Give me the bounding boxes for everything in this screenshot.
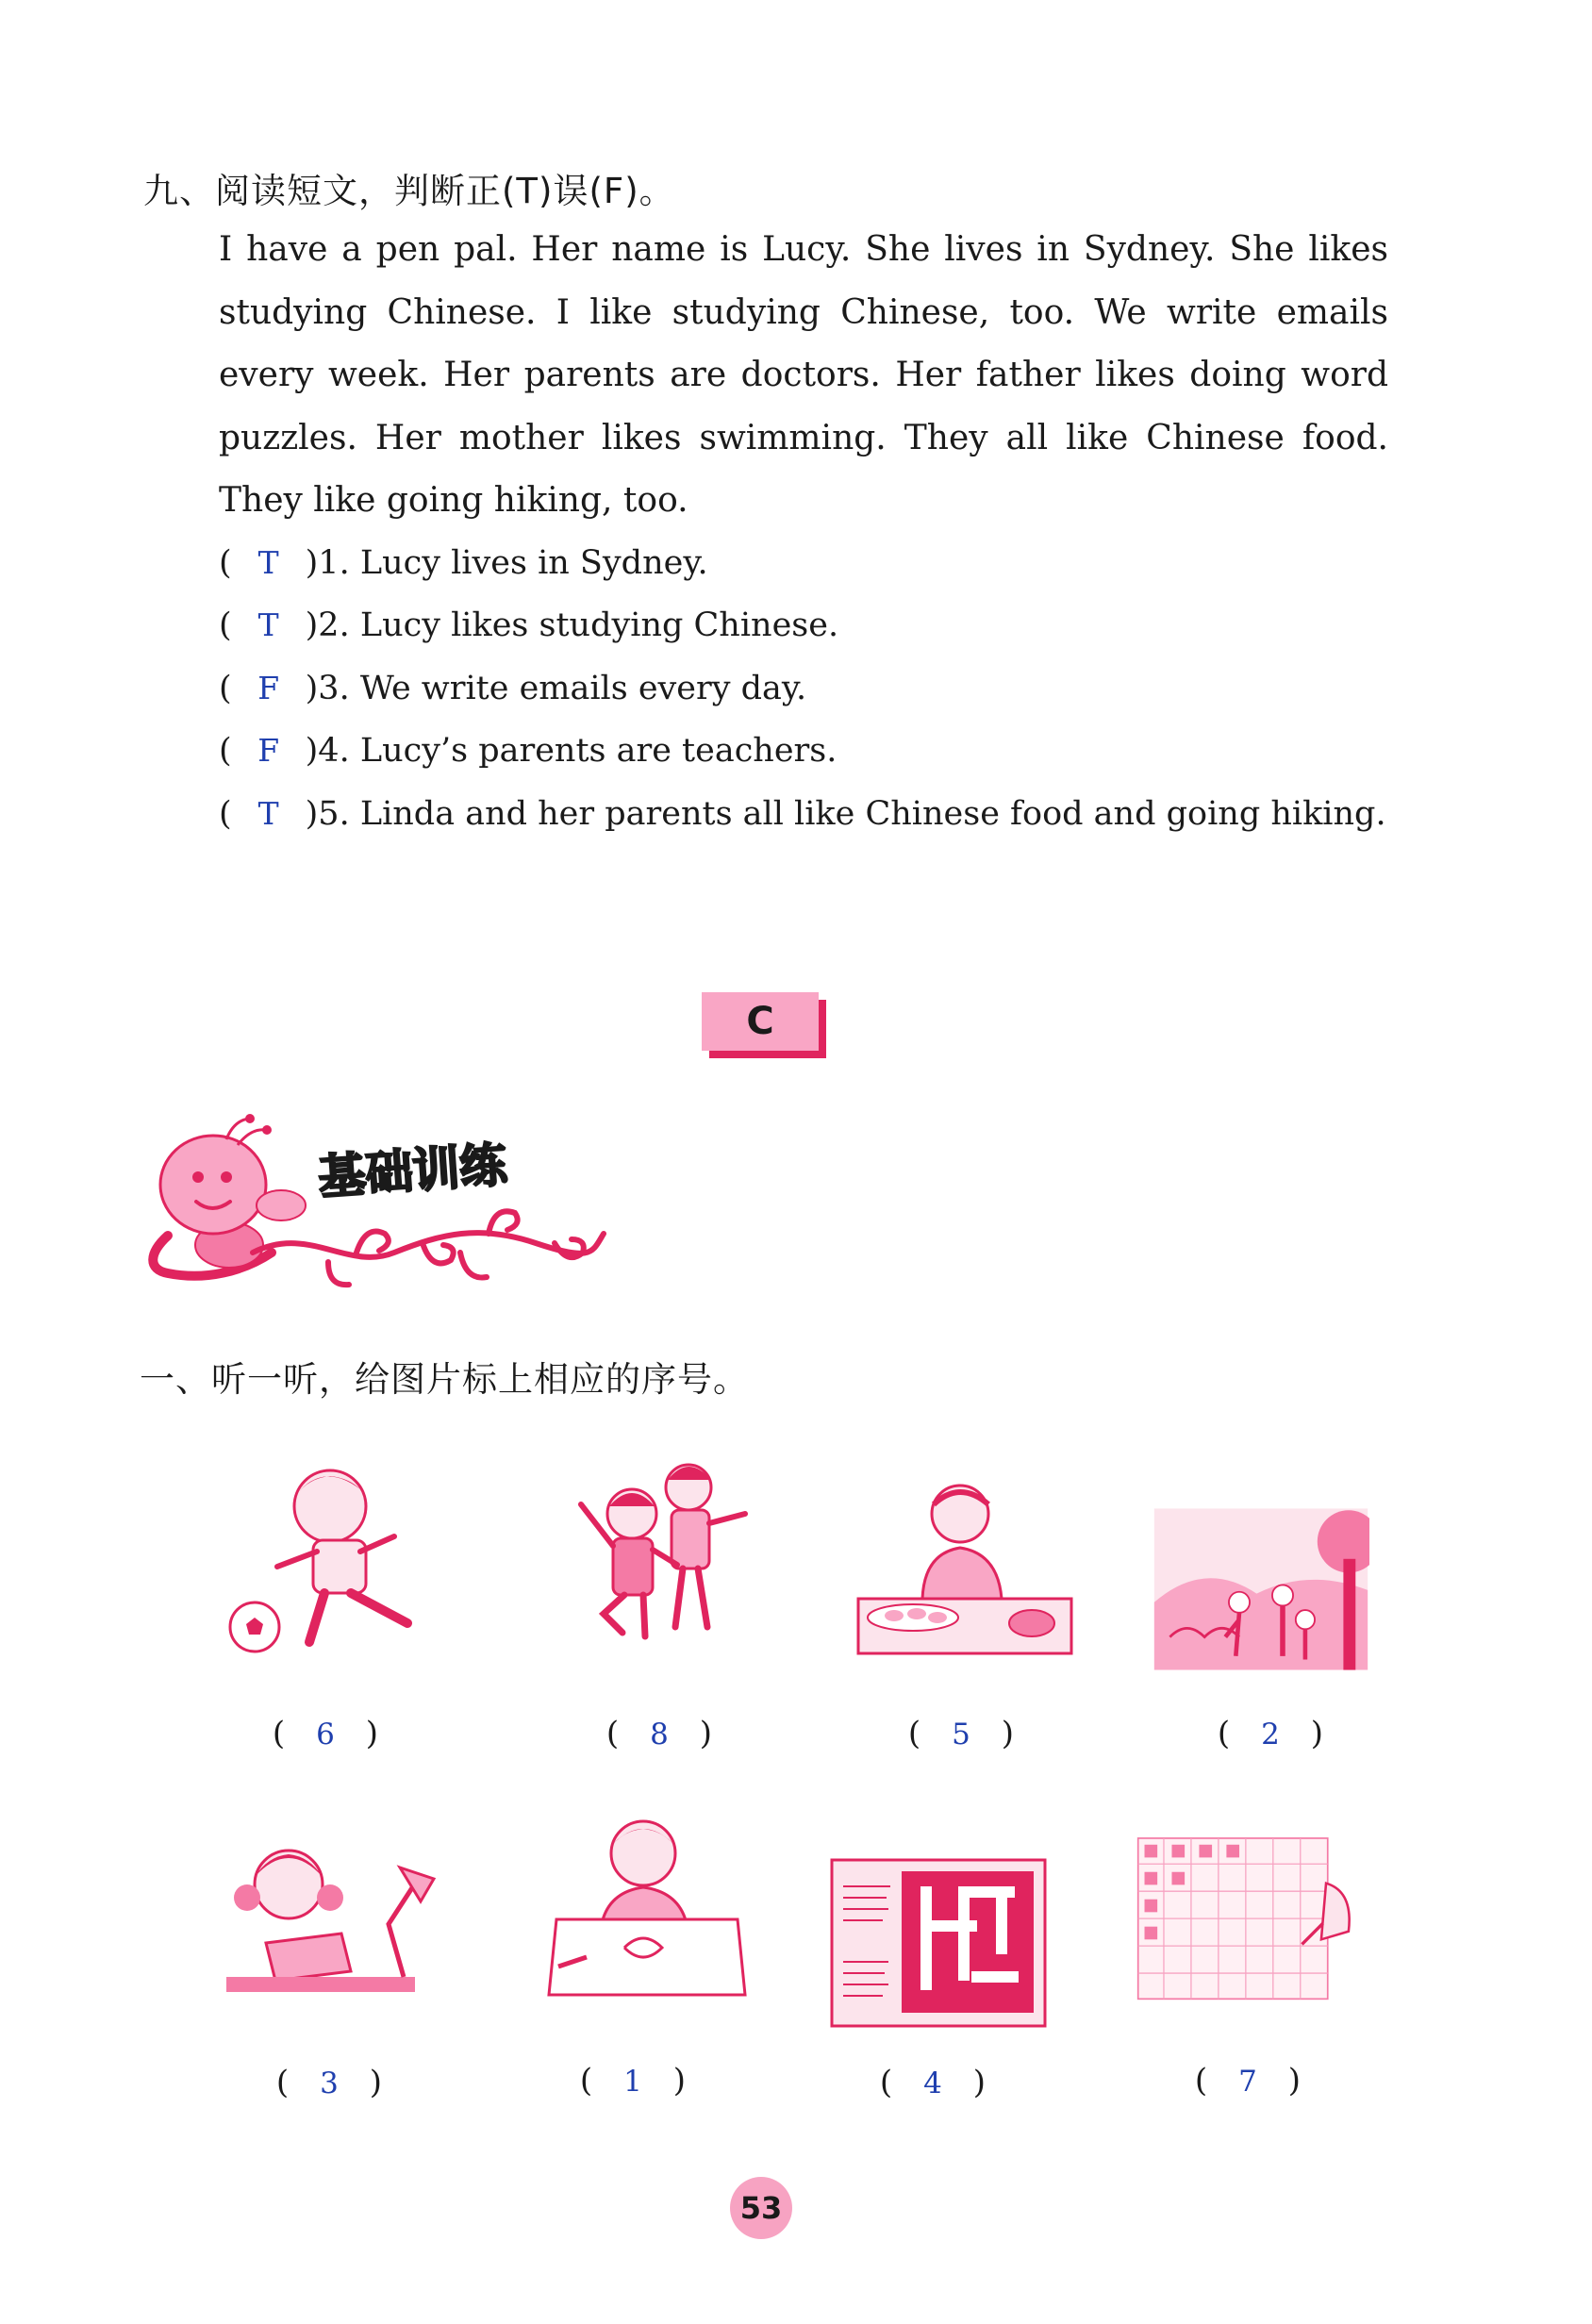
girl-reading-book-icon <box>219 1811 436 2009</box>
question-row <box>219 720 837 782</box>
crossword-puzzle-icon <box>830 1844 1047 2042</box>
question-row <box>219 532 708 594</box>
open-paren: ( <box>219 544 232 582</box>
answer-number: 8 <box>650 1718 669 1751</box>
open-paren: ( <box>219 606 232 644</box>
answer-mark: T <box>257 606 279 643</box>
answer-number: 5 <box>952 1718 970 1751</box>
answer-number: 2 <box>1261 1718 1280 1751</box>
answer-number: 6 <box>316 1718 335 1751</box>
page-number: 53 <box>730 2177 792 2239</box>
answer-slot: ( 4 ) <box>879 2064 987 2101</box>
question-text: )2. Lucy likes studying Chinese. <box>305 606 839 644</box>
answer-slot: ( 7 ) <box>1194 2062 1302 2100</box>
answer-number: 1 <box>623 2065 642 2099</box>
boy-kicking-football-icon <box>219 1457 436 1655</box>
answer-mark: T <box>257 544 279 581</box>
answer-mark: F <box>257 732 280 769</box>
answer-number: 4 <box>923 2067 942 2100</box>
answer-slot: ( 8 ) <box>605 1715 713 1752</box>
answer-slot: ( 5 ) <box>907 1715 1015 1752</box>
reading-passage: I have a pen pal. Her name is Lucy. She lives in Sydney. She likes studying Chinese. I like studying Chinese, too. We write emails every week. Her parents are doctors. Her father likes doing word puzzles. Her mother likes swimming. They all like Chinese food. They like going hiking, too. <box>219 230 1388 520</box>
answer-number: 7 <box>1238 2065 1257 2099</box>
question-text: )1. Lucy lives in Sydney. <box>305 544 708 582</box>
answer-slot: ( 6 ) <box>272 1715 379 1752</box>
man-making-dumplings-icon <box>856 1467 1073 1665</box>
boys-doing-kung-fu-icon <box>566 1448 783 1646</box>
question-text: )5. Linda and her parents all like Chinese food and going hiking. <box>305 795 1386 833</box>
question-row <box>219 657 806 720</box>
answer-slot: ( 3 ) <box>275 2064 383 2101</box>
question-row <box>219 783 1386 845</box>
writing-chinese-characters-icon <box>1136 1820 1353 2018</box>
answer-number: 3 <box>320 2067 339 2100</box>
family-hiking-icon <box>1153 1490 1369 1688</box>
open-paren: ( <box>219 670 232 707</box>
caterpillar-mascot-icon <box>153 1114 306 1276</box>
question-row <box>219 594 838 656</box>
open-paren: ( <box>219 732 232 770</box>
answer-mark: F <box>257 670 280 706</box>
answer-slot: ( 2 ) <box>1217 1715 1324 1752</box>
decorative-vine-icon <box>253 1211 604 1285</box>
boy-drawing-icon <box>539 1806 756 2004</box>
question-text: )3. We write emails every day. <box>305 670 807 707</box>
listen-section-title: 一、听一听，给图片标上相应的序号。 <box>140 1359 749 1400</box>
section-9-title: 九、阅读短文，判断正(T)误(F)。 <box>143 171 675 211</box>
open-paren: ( <box>219 795 232 833</box>
banner-title: 基础训练 <box>316 1137 509 1205</box>
basic-training-banner <box>140 1111 611 1300</box>
question-text: )4. Lucy’s parents are teachers. <box>305 732 837 770</box>
answer-slot: ( 1 ) <box>579 2062 687 2100</box>
answer-mark: T <box>257 795 279 832</box>
part-label: C <box>702 992 819 1051</box>
